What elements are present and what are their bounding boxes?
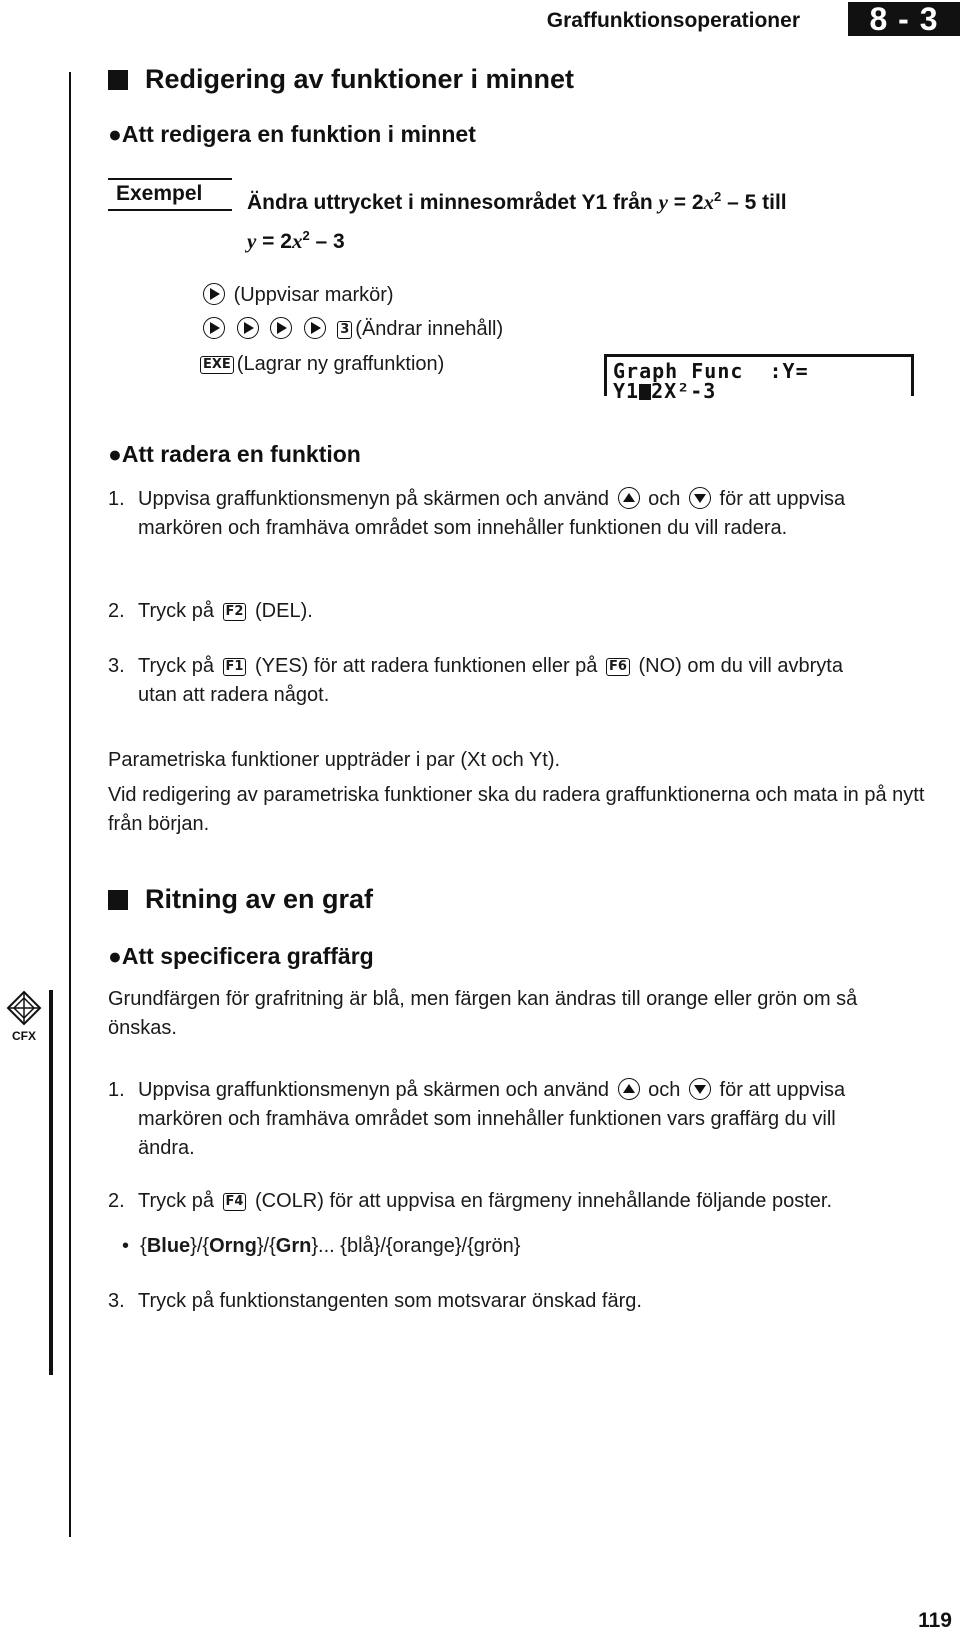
example-text [247, 180, 787, 258]
color-step-3 [108, 1287, 928, 1316]
step-body [138, 597, 313, 626]
step-text: (YES) för att radera funktionen eller på [255, 655, 598, 677]
delete-step-1 [108, 485, 868, 543]
step-text: Tryck på [138, 1190, 214, 1212]
math-var-x: x [703, 190, 715, 214]
cfx-label: CFX [12, 1029, 36, 1043]
math-var-y: y [658, 190, 668, 214]
step-text: för att uppvisa markören och framhäva området som innehåller funktionen vars graffärg du vill ändra. [138, 1079, 846, 1159]
lcd-text: Y1 [613, 379, 640, 403]
color-step-2 [108, 1187, 928, 1216]
bullet-text: }/{ [256, 1235, 276, 1257]
bullet-text: { [140, 1235, 147, 1257]
section-heading-text: Redigering av funktioner i minnet [145, 64, 575, 94]
subheading-delete-function: ●Att radera en funktion [108, 441, 361, 467]
lcd-cursor [639, 384, 651, 400]
step-number: 2. [108, 1190, 125, 1212]
step-body [138, 1187, 832, 1216]
step-number: 3. [108, 655, 125, 677]
section-square-icon [108, 70, 128, 90]
lcd-line-1: Graph Func :Y= [613, 359, 809, 383]
step-text: Tryck på [138, 655, 214, 677]
example-text-part: – 3 [309, 230, 345, 253]
section-square-icon [108, 890, 128, 910]
step-text: (NO) om du vill avbryta utan att radera något. [138, 655, 843, 706]
step-show-cursor [200, 281, 394, 310]
option-grn: Grn [275, 1235, 312, 1257]
right-arrow-key-icon [304, 317, 326, 339]
lcd-text: 2X²-3 [651, 379, 717, 403]
step-text: och [648, 1079, 681, 1101]
step-text: (Uppvisar markör) [233, 284, 394, 306]
example-label: Exempel [108, 178, 232, 211]
calculator-lcd-screen [604, 354, 914, 403]
page-badge: 8 - 3 [848, 2, 960, 36]
graph-color-intro: Grundfärgen för grafritning är blå, men färgen kan ändras till orange eller grön om så önskas. [108, 988, 858, 1039]
subheading-edit-function: ●Att redigera en funktion i minnet [108, 121, 476, 147]
right-arrow-key-icon [237, 317, 259, 339]
key-f1: F1 [223, 658, 247, 676]
step-text: (COLR) för att uppvisa en färgmeny innehållande följande poster. [255, 1190, 833, 1212]
example-text-part: Ändra uttrycket i minnesområdet Y1 från [247, 191, 659, 214]
step-text: (Lagrar ny graffunktion) [236, 353, 445, 375]
step-text: (DEL). [255, 600, 313, 622]
step-text: och [648, 488, 681, 510]
color-step-1 [108, 1076, 868, 1163]
delete-step-2 [108, 597, 313, 626]
step-text: Uppvisa graffunktionsmenyn på skärmen och använd [138, 1079, 610, 1101]
step-text: Tryck på [138, 600, 214, 622]
bullet: • [122, 1235, 130, 1257]
down-arrow-key-icon [689, 1078, 711, 1100]
exponent: 2 [302, 228, 310, 243]
right-arrow-key-icon [203, 283, 225, 305]
color-menu-options [122, 1232, 520, 1261]
exponent: 2 [714, 189, 722, 204]
step-change-content [200, 315, 503, 344]
step-number: 3. [108, 1290, 125, 1312]
step-number: 2. [108, 600, 125, 622]
step-number: 1. [108, 488, 125, 510]
example-text-part: = 2 [667, 191, 704, 214]
section-heading-drawing [108, 884, 373, 915]
example-text-part: = 2 [256, 230, 292, 253]
math-var-x: x [291, 229, 303, 253]
key-f4: F4 [223, 1193, 247, 1211]
step-body [138, 1076, 868, 1163]
step-text: Uppvisa graffunktionsmenyn på skärmen och använd [138, 488, 610, 510]
step-text: för att uppvisa markören och framhäva området som innehåller funktionen du vill radera. [138, 488, 846, 539]
bullet-text: }... {blå}/{orange}/{grön} [311, 1235, 521, 1257]
step-body [138, 485, 868, 543]
step-number: 1. [108, 1079, 125, 1101]
step-store-function [200, 350, 444, 379]
subheading-graph-color: ●Att specificera graffärg [108, 943, 374, 969]
section-heading-text: Ritning av en graf [145, 884, 374, 914]
left-margin-rule [69, 72, 71, 1537]
down-arrow-key-icon [689, 487, 711, 509]
cfx-marker [4, 990, 44, 1043]
note-parametric-pairs: Parametriska funktioner uppträder i par (Xt och Yt). [108, 749, 561, 771]
example-line-2 [247, 219, 787, 258]
delete-step-3 [108, 652, 868, 710]
example-text-part: – 5 till [721, 191, 787, 214]
option-orng: Orng [209, 1235, 257, 1257]
step-text: (Ändrar innehåll) [355, 318, 504, 340]
example-line-1 [247, 180, 787, 219]
bullet-text: }/{ [190, 1235, 210, 1257]
cfx-diamond-icon [4, 990, 44, 1026]
key-f6: F6 [606, 658, 630, 676]
key-f2: F2 [223, 603, 247, 621]
cfx-margin-bar [49, 990, 53, 1375]
math-var-y: y [247, 229, 257, 253]
up-arrow-key-icon [618, 487, 640, 509]
right-arrow-key-icon [203, 317, 225, 339]
step-body [138, 652, 868, 710]
header-title: Graffunktionsoperationer [546, 9, 800, 32]
page-number: 119 [918, 1609, 952, 1632]
key-3: 3 [337, 321, 352, 339]
note-parametric-editing: Vid redigering av parametriska funktioner ska du radera graffunktionerna och mata in på nytt från början. [108, 784, 925, 835]
step-text: Tryck på funktionstangenten som motsvarar önskad färg. [138, 1290, 642, 1312]
section-heading-editing [108, 64, 574, 95]
up-arrow-key-icon [618, 1078, 640, 1100]
option-blue: Blue [146, 1235, 191, 1257]
right-arrow-key-icon [270, 317, 292, 339]
key-exe: EXE [200, 356, 234, 374]
lcd-line-2 [613, 381, 911, 401]
